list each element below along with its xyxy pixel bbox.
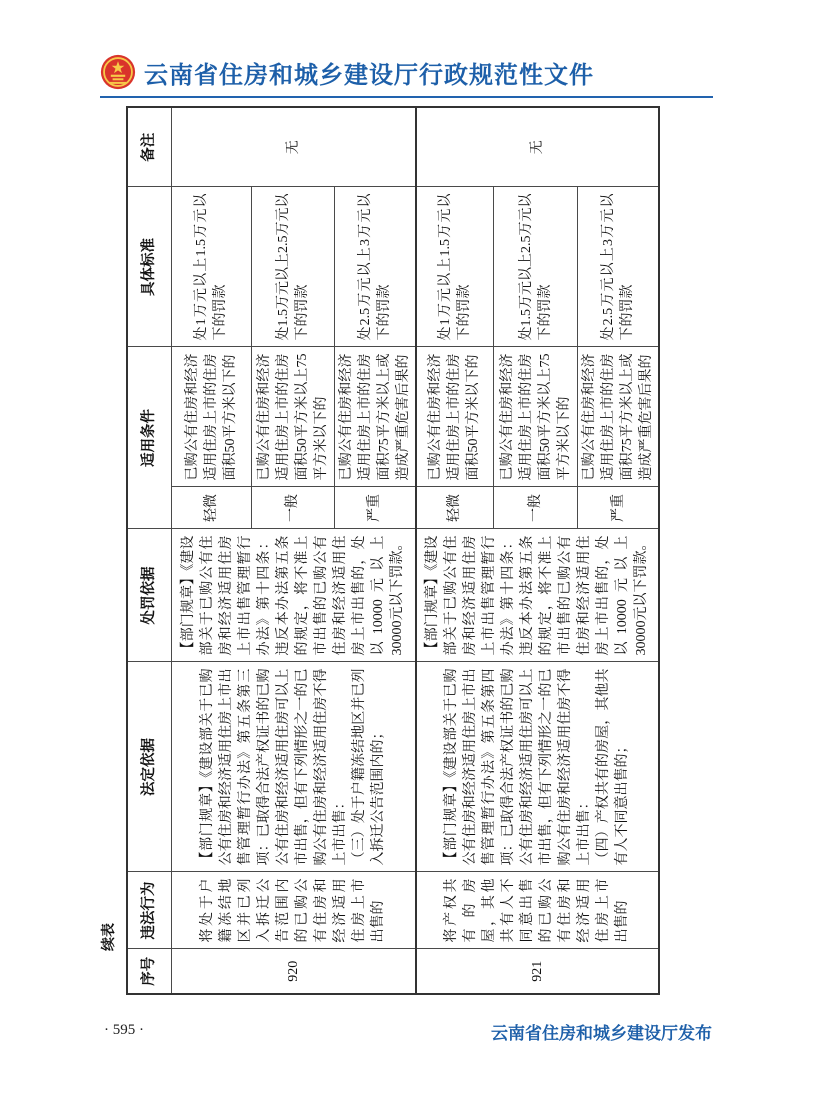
legal-basis-main: 【部门规章】《建设部关于已购公有住房和经济适用住房上市出售管理暂行办法》第五条第四项：已取得合法产权证书的已购公有住房和经济适用住房可以上市出售，但有下列情形之一的已购公有住房和经济适用住房不得上市出售： [444,668,593,866]
penalty-standards-table [126,106,660,995]
cell-penalty-basis: 【部门规章】《建设部关于已购公有住房和经济适用住房上市出售管理暂行办法》第十四条：违反本办法第五条的规定，将不准上市出售的已购公有住房和经济适用住房上市出售的，处以10000元以上30000元以下罚款。 [416,529,660,662]
table-row [171,107,251,994]
legal-basis-main: 【部门规章】《建设部关于已购公有住房和经济适用住房上市出售管理暂行办法》第五条第三项：已取得合法产权证书的已购公有住房和经济适用住房可以上市出售，但有下列情形之一的已购公有住房和经济适用住房不得上市出售： [200,668,348,866]
page-title: 云南省住房和城乡建设厅行政规范性文件 [144,62,594,89]
cell-penalty-basis: 【部门规章】《建设部关于已购公有住房和经济适用住房上市出售管理暂行办法》第十四条：违反本办法第五条的规定，将不准上市出售的已购公有住房和经济适用住房上市出售的，处以10000元以上30000元以下罚款。 [171,529,416,662]
cell-severity-level: 轻微 [416,487,494,529]
cell-standard: 处1.5万元以上2.5万元以下的罚款 [251,187,334,347]
cell-condition: 已购公有住房和经济适用住房上市的住房面积50平方米以上75平方米以下的 [494,347,578,487]
header-remark: 备注 [127,107,171,187]
page-number: · 595 · [104,1022,144,1038]
cell-violation: 将处于户籍冻结地区并已列入拆迁公告范围内的已购公有住房和经济适用住房上市出售的 [171,872,416,949]
rotated-table-container [100,108,654,995]
cell-severity-level: 严重 [334,487,416,529]
cell-condition: 已购公有住房和经济适用住房上市的住房面积50平方米以下的 [416,347,494,487]
header-standard: 具体标准 [127,187,171,347]
cell-remark: 无 [416,107,660,187]
cell-standard: 处1万元以上1.5万元以下的罚款 [416,187,494,347]
legal-basis-item: （三）处于户籍冻结地区并已列入拆迁公告范围内的； [352,668,386,866]
cell-condition: 已购公有住房和经济适用住房上市的住房面积75平方米以上或造成严重危害后果的 [334,347,416,487]
cell-condition: 已购公有住房和经济适用住房上市的住房面积50平方米以上75平方米以下的 [251,347,334,487]
cell-severity-level: 一般 [494,487,578,529]
header-violation: 违法行为 [127,872,171,949]
cell-severity-level: 一般 [251,487,334,529]
cell-remark: 无 [171,107,416,187]
cell-serial: 920 [171,949,416,994]
table-continuation-label: 续表 [100,923,116,951]
cell-serial: 921 [416,949,660,994]
header-divider [100,96,713,98]
cell-standard: 处2.5万元以上3万元以下的罚款 [334,187,416,347]
header-serial: 序号 [127,949,171,994]
cell-legal-basis [416,662,660,872]
header-penalty-basis: 处罚依据 [127,529,171,662]
national-emblem-logo [100,54,136,90]
document-header [100,52,716,92]
table-row [416,107,494,994]
cell-standard: 处2.5万元以上3万元以下的罚款 [578,187,660,347]
cell-standard: 处1万元以上1.5万元以下的罚款 [171,187,251,347]
publisher-label: 云南省住房和城乡建设厅发布 [491,1024,712,1043]
table-header-row [127,107,171,994]
cell-legal-basis [171,662,416,872]
cell-condition: 已购公有住房和经济适用住房上市的住房面积50平方米以下的 [171,347,251,487]
cell-severity-level: 轻微 [171,487,251,529]
header-applicable-condition: 适用条件 [127,347,171,529]
cell-condition: 已购公有住房和经济适用住房上市的住房面积75平方米以上或造成严重危害后果的 [578,347,660,487]
cell-standard: 处1.5万元以上2.5万元以下的罚款 [494,187,578,347]
header-legal-basis: 法定依据 [127,662,171,872]
cell-violation: 将产权共有的房屋，其他共有人不同意出售的已购公有住房和经济适用住房上市出售的 [416,872,660,949]
legal-basis-item: （四）产权共有的房屋，其他共有人不同意出售的； [596,668,631,866]
cell-severity-level: 严重 [578,487,660,529]
